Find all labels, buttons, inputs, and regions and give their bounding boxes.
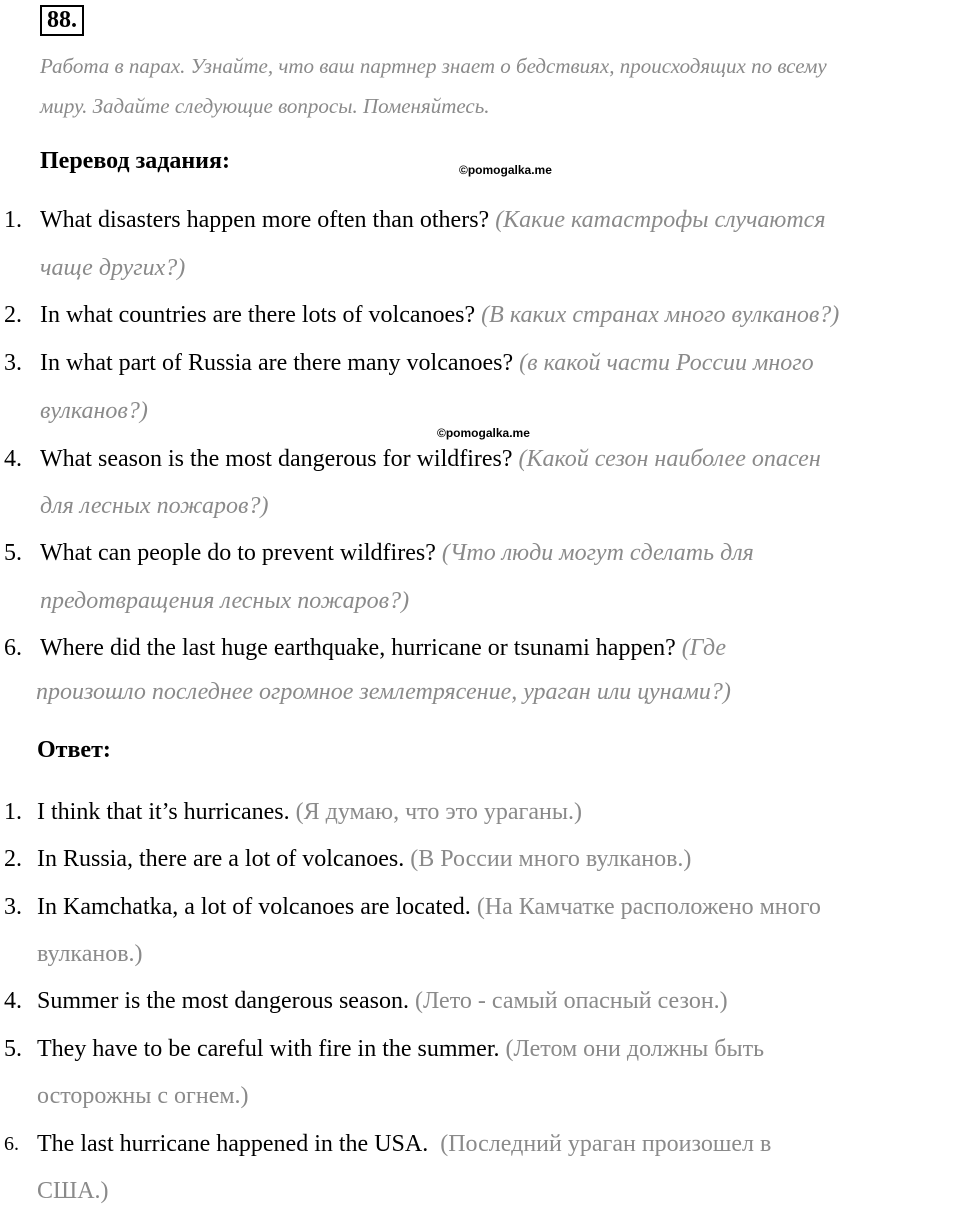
answer-text: In Russia, there are a lot of volcanoes.: [37, 846, 405, 872]
watermark: ©pomogalka.me: [437, 426, 530, 440]
question-number: 4.: [4, 446, 22, 472]
question-number: 5.: [4, 540, 22, 566]
answer-translation-cont: вулканов.): [37, 941, 143, 967]
watermark: ©pomogalka.me: [459, 163, 552, 177]
answer-text: I think that it’s hurricanes.: [37, 799, 290, 825]
answer-number: 4.: [4, 988, 22, 1014]
answer-translation: (Последний ураган произошел в: [440, 1131, 772, 1157]
question-text: What disasters happen more often than others?: [40, 207, 490, 233]
answer-number: 2.: [4, 846, 22, 872]
question-translation: (Какие катастрофы случаются: [495, 207, 826, 233]
answer-text: In Kamchatka, a lot of volcanoes are located.: [37, 894, 471, 920]
instruction-line-2: миру. Задайте следующие вопросы. Поменяйтесь.: [40, 94, 490, 118]
question-text: Where did the last huge earthquake, hurricane or tsunami happen?: [40, 635, 676, 661]
question-text: What can people do to prevent wildfires?: [40, 540, 436, 566]
question-translation-cont: предотвращения лесных пожаров?): [40, 588, 410, 614]
answer-number: 5.: [4, 1036, 22, 1062]
question-translation: (Что люди могут сделать для: [441, 540, 754, 566]
answer-translation: (Лето - самый опасный сезон.): [414, 988, 728, 1014]
instruction-line-1: Работа в парах. Узнайте, что ваш партнер знает о бедствиях, происходящих по всему: [40, 54, 827, 78]
question-text: What season is the most dangerous for wildfires?: [40, 446, 513, 472]
answer-number: 6.: [4, 1133, 19, 1155]
answer-translation: (Летом они должны быть: [505, 1036, 765, 1062]
question-translation-cont: произошло последнее огромное землетрясение, ураган или цунами?): [36, 679, 731, 705]
answer-translation: (Я думаю, что это ураганы.): [295, 799, 582, 825]
question-translation-cont: чаще других?): [40, 255, 186, 281]
question-translation-cont: вулканов?): [40, 398, 148, 424]
question-text: In what countries are there lots of volcanoes?: [40, 302, 476, 328]
question-translation: (в какой части России много: [519, 350, 814, 376]
answer-heading: Ответ:: [37, 737, 111, 763]
exercise-number: 88.: [40, 5, 84, 36]
question-translation: (Какой сезон наиболее опасен: [518, 446, 821, 472]
question-number: 3.: [4, 350, 22, 376]
translation-heading: Перевод задания:: [40, 148, 230, 174]
answer-text: The last hurricane happened in the USA.: [37, 1131, 429, 1157]
answer-translation: (На Камчатке расположено много: [476, 894, 821, 920]
question-number: 1.: [4, 207, 22, 233]
question-number: 6.: [4, 635, 22, 661]
question-text: In what part of Russia are there many volcanoes?: [40, 350, 514, 376]
answer-number: 1.: [4, 799, 22, 825]
question-translation: (В каких странах много вулканов?): [481, 302, 840, 328]
answer-translation-cont: США.): [37, 1178, 109, 1204]
question-translation: (Где: [681, 635, 727, 661]
answer-text: Summer is the most dangerous season.: [37, 988, 409, 1014]
answer-number: 3.: [4, 894, 22, 920]
answer-text: They have to be careful with fire in the summer.: [37, 1036, 500, 1062]
question-number: 2.: [4, 302, 22, 328]
question-translation-cont: для лесных пожаров?): [40, 493, 269, 519]
answer-translation: (В России много вулканов.): [410, 846, 692, 872]
answer-translation-cont: осторожны с огнем.): [37, 1083, 249, 1109]
